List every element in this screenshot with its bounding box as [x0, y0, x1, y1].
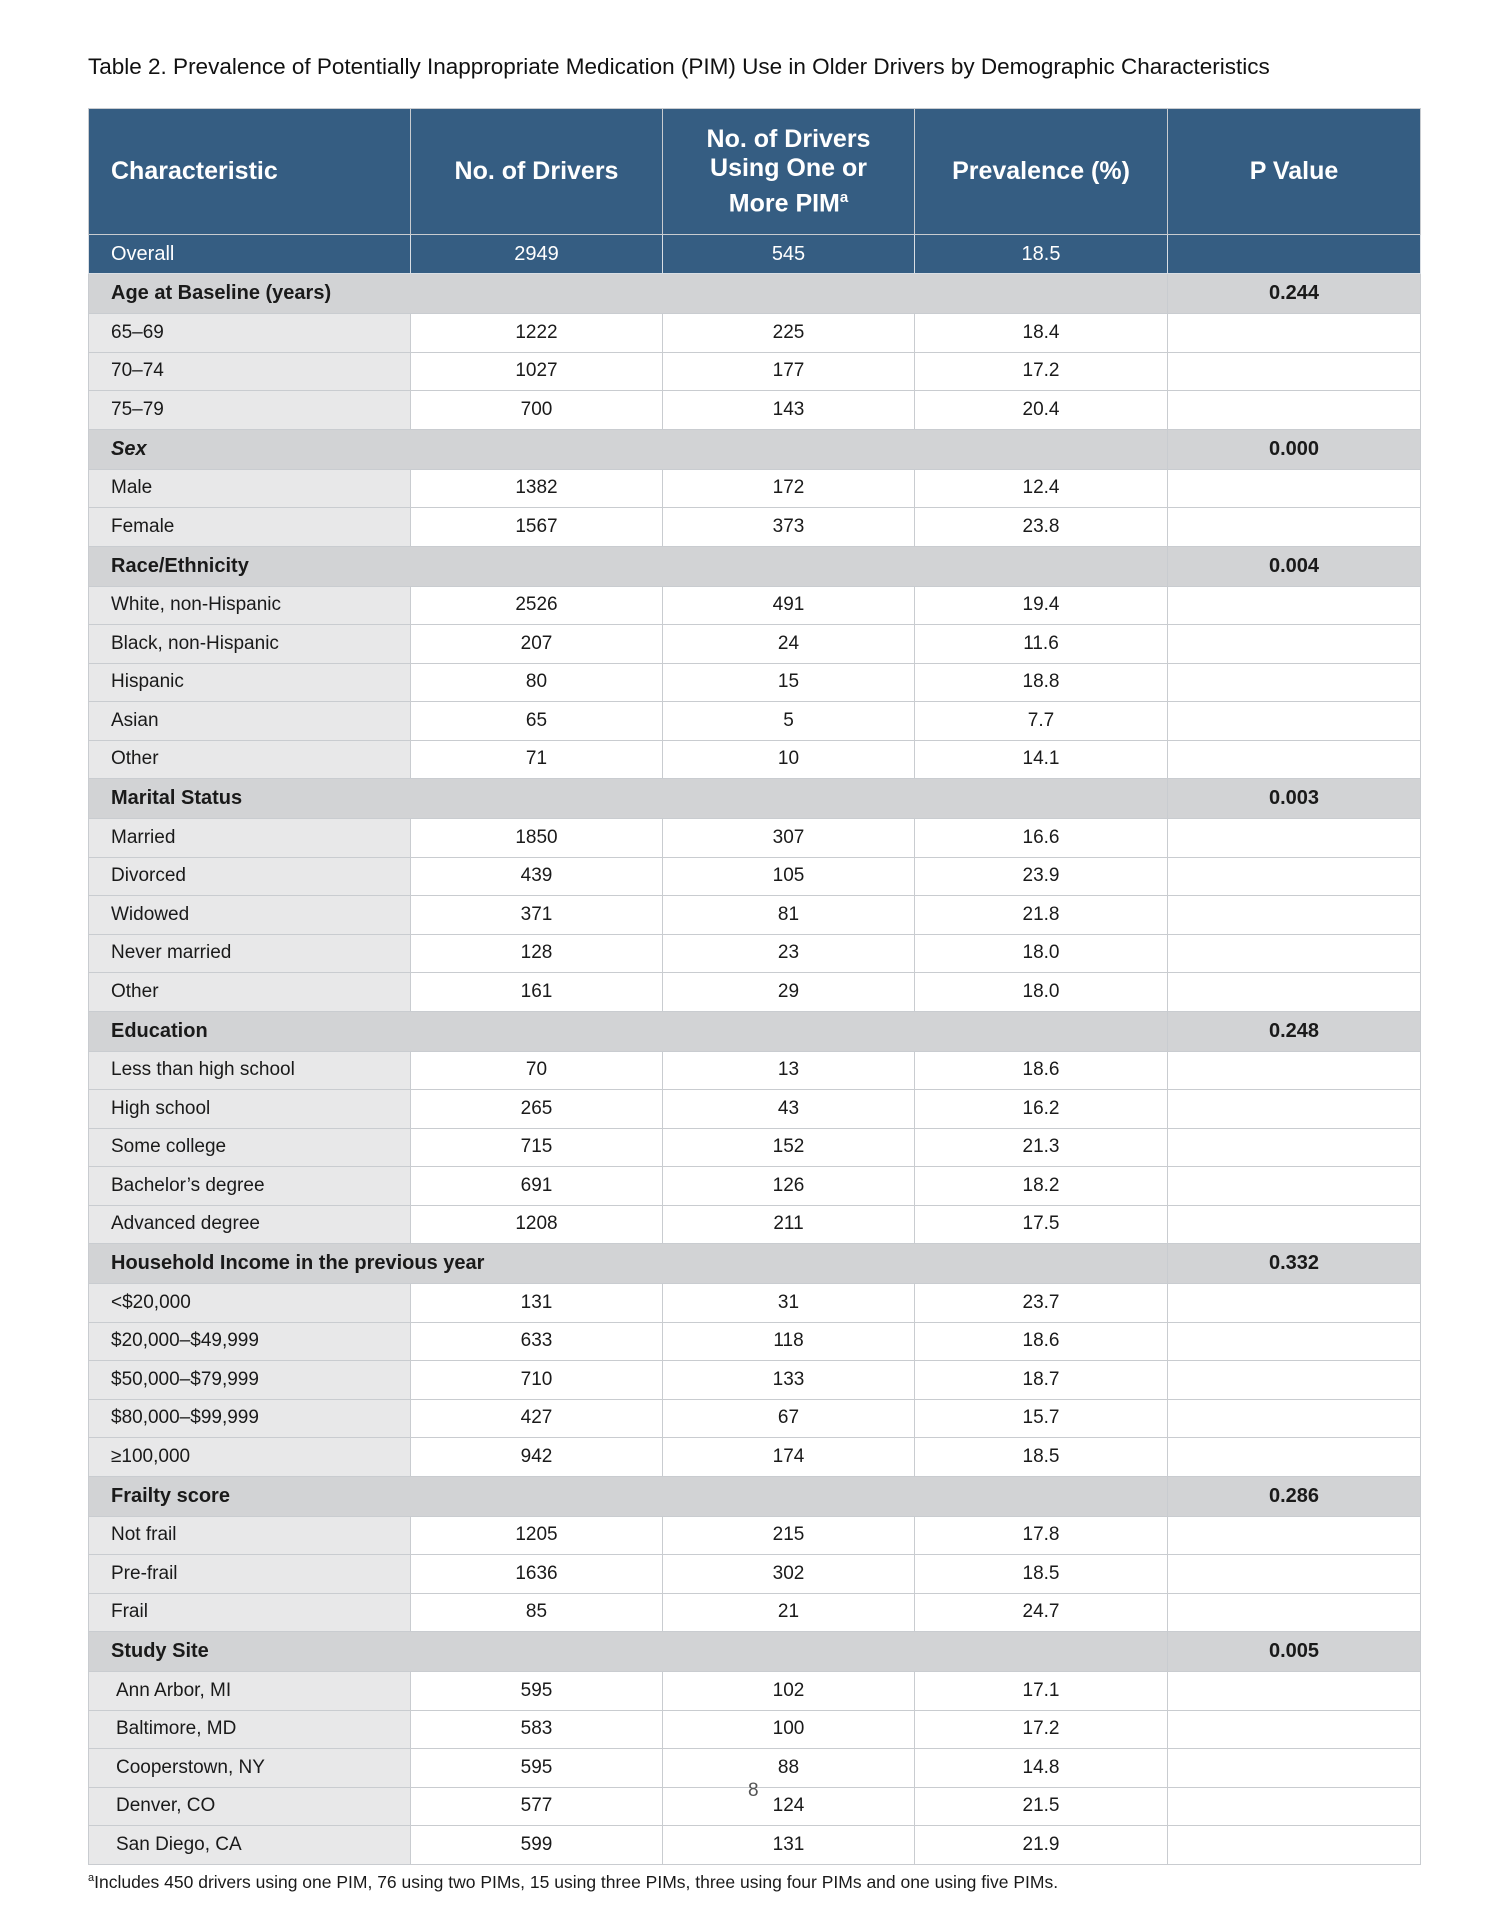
row-prevalence: 18.2	[915, 1167, 1168, 1206]
row-pvalue-empty	[1168, 1787, 1421, 1826]
row-drivers: 1850	[411, 819, 663, 858]
table-row	[89, 469, 1421, 508]
row-drivers: 371	[411, 896, 663, 935]
section-row	[89, 1632, 1421, 1672]
row-drivers: 1567	[411, 508, 663, 547]
row-drivers: 1636	[411, 1555, 663, 1594]
row-pvalue-empty	[1168, 1322, 1421, 1361]
row-pim: 118	[663, 1322, 915, 1361]
row-label: Other	[89, 740, 411, 779]
row-prevalence: 18.4	[915, 314, 1168, 353]
table-row	[89, 1399, 1421, 1438]
header-prevalence: Prevalence (%)	[915, 109, 1168, 235]
section-pvalue: 0.286	[1168, 1476, 1421, 1516]
section-title: Sex	[89, 429, 1168, 469]
row-pim: 302	[663, 1555, 915, 1594]
row-pim: 102	[663, 1672, 915, 1711]
row-prevalence: 14.8	[915, 1749, 1168, 1788]
row-prevalence: 15.7	[915, 1399, 1168, 1438]
row-label: $80,000–$99,999	[89, 1399, 411, 1438]
row-pim: 211	[663, 1205, 915, 1244]
table-row	[89, 391, 1421, 430]
row-drivers: 595	[411, 1672, 663, 1711]
row-label: $20,000–$49,999	[89, 1322, 411, 1361]
row-drivers: 710	[411, 1361, 663, 1400]
row-drivers: 715	[411, 1128, 663, 1167]
row-drivers: 128	[411, 934, 663, 973]
row-pvalue-empty	[1168, 1555, 1421, 1594]
row-prevalence: 17.1	[915, 1672, 1168, 1711]
row-pvalue-empty	[1168, 1438, 1421, 1477]
row-pim: 225	[663, 314, 915, 353]
header-drivers: No. of Drivers	[411, 109, 663, 235]
row-pvalue-empty	[1168, 1205, 1421, 1244]
table-row	[89, 1672, 1421, 1711]
row-pvalue-empty	[1168, 819, 1421, 858]
row-pim: 81	[663, 896, 915, 935]
table-row	[89, 586, 1421, 625]
section-title: Study Site	[89, 1632, 1168, 1672]
table-row	[89, 352, 1421, 391]
row-label: Some college	[89, 1128, 411, 1167]
section-row	[89, 429, 1421, 469]
row-prevalence: 14.1	[915, 740, 1168, 779]
row-prevalence: 19.4	[915, 586, 1168, 625]
row-drivers: 439	[411, 857, 663, 896]
row-pvalue-empty	[1168, 352, 1421, 391]
prevalence-table	[88, 108, 1421, 1865]
table-row	[89, 508, 1421, 547]
section-row	[89, 1244, 1421, 1284]
row-drivers: 1222	[411, 314, 663, 353]
row-drivers: 595	[411, 1749, 663, 1788]
row-label: San Diego, CA	[89, 1826, 411, 1865]
row-label: Asian	[89, 702, 411, 741]
table-row	[89, 1284, 1421, 1323]
row-pim: 29	[663, 973, 915, 1012]
section-row	[89, 1011, 1421, 1051]
row-pim: 31	[663, 1284, 915, 1323]
row-pvalue-empty	[1168, 391, 1421, 430]
row-label: Baltimore, MD	[89, 1710, 411, 1749]
row-pvalue-empty	[1168, 1399, 1421, 1438]
row-drivers: 80	[411, 663, 663, 702]
row-prevalence: 23.9	[915, 857, 1168, 896]
table-row	[89, 1322, 1421, 1361]
section-title: Marital Status	[89, 779, 1168, 819]
table-row	[89, 1128, 1421, 1167]
overall-prevalence: 18.5	[915, 235, 1168, 274]
table-row	[89, 1826, 1421, 1865]
section-pvalue: 0.244	[1168, 274, 1421, 314]
table-row	[89, 1090, 1421, 1129]
overall-pim: 545	[663, 235, 915, 274]
table-row	[89, 819, 1421, 858]
table-title: Table 2. Prevalence of Potentially Inappropriate Medication (PIM) Use in Older Drivers by Demographic Characteristics	[88, 54, 1270, 79]
row-pvalue-empty	[1168, 314, 1421, 353]
row-label: Pre-frail	[89, 1555, 411, 1594]
overall-pvalue	[1168, 235, 1421, 274]
row-drivers: 161	[411, 973, 663, 1012]
table-row	[89, 663, 1421, 702]
row-prevalence: 21.8	[915, 896, 1168, 935]
row-pim: 24	[663, 625, 915, 664]
page-number: 8	[748, 1780, 759, 1801]
row-prevalence: 12.4	[915, 469, 1168, 508]
row-drivers: 942	[411, 1438, 663, 1477]
row-prevalence: 18.5	[915, 1438, 1168, 1477]
row-pim: 307	[663, 819, 915, 858]
row-drivers: 700	[411, 391, 663, 430]
row-label: Advanced degree	[89, 1205, 411, 1244]
row-pim: 172	[663, 469, 915, 508]
table-row	[89, 1710, 1421, 1749]
row-label: Black, non-Hispanic	[89, 625, 411, 664]
overall-drivers: 2949	[411, 235, 663, 274]
row-prevalence: 24.7	[915, 1593, 1168, 1632]
row-drivers: 577	[411, 1787, 663, 1826]
row-label: 70–74	[89, 352, 411, 391]
overall-row	[89, 235, 1421, 274]
row-pvalue-empty	[1168, 469, 1421, 508]
table-row	[89, 973, 1421, 1012]
row-prevalence: 23.7	[915, 1284, 1168, 1323]
row-prevalence: 16.2	[915, 1090, 1168, 1129]
row-label: Not frail	[89, 1516, 411, 1555]
row-drivers: 583	[411, 1710, 663, 1749]
row-pvalue-empty	[1168, 1167, 1421, 1206]
row-label: Ann Arbor, MI	[89, 1672, 411, 1711]
row-label: Widowed	[89, 896, 411, 935]
row-prevalence: 17.2	[915, 352, 1168, 391]
row-label: $50,000–$79,999	[89, 1361, 411, 1400]
row-label: Hispanic	[89, 663, 411, 702]
row-pvalue-empty	[1168, 973, 1421, 1012]
row-drivers: 599	[411, 1826, 663, 1865]
row-drivers: 1382	[411, 469, 663, 508]
row-prevalence: 18.5	[915, 1555, 1168, 1594]
table-row	[89, 1167, 1421, 1206]
row-label: <$20,000	[89, 1284, 411, 1323]
row-pvalue-empty	[1168, 1128, 1421, 1167]
row-pim: 15	[663, 663, 915, 702]
row-pim: 13	[663, 1051, 915, 1090]
table-row	[89, 1555, 1421, 1594]
row-prevalence: 21.5	[915, 1787, 1168, 1826]
row-prevalence: 18.0	[915, 973, 1168, 1012]
row-drivers: 71	[411, 740, 663, 779]
table-row	[89, 1051, 1421, 1090]
row-pim: 67	[663, 1399, 915, 1438]
row-pvalue-empty	[1168, 896, 1421, 935]
row-pim: 124	[663, 1787, 915, 1826]
row-label: High school	[89, 1090, 411, 1129]
header-row	[89, 109, 1421, 235]
row-prevalence: 18.7	[915, 1361, 1168, 1400]
row-prevalence: 16.6	[915, 819, 1168, 858]
row-pvalue-empty	[1168, 934, 1421, 973]
row-pim: 100	[663, 1710, 915, 1749]
section-pvalue: 0.000	[1168, 429, 1421, 469]
row-label: Never married	[89, 934, 411, 973]
row-prevalence: 18.8	[915, 663, 1168, 702]
row-prevalence: 17.2	[915, 1710, 1168, 1749]
row-pim: 43	[663, 1090, 915, 1129]
row-pim: 373	[663, 508, 915, 547]
row-pvalue-empty	[1168, 1284, 1421, 1323]
row-label: White, non-Hispanic	[89, 586, 411, 625]
row-prevalence: 18.0	[915, 934, 1168, 973]
row-drivers: 1205	[411, 1516, 663, 1555]
section-title: Education	[89, 1011, 1168, 1051]
table-row	[89, 740, 1421, 779]
row-prevalence: 17.5	[915, 1205, 1168, 1244]
section-pvalue: 0.003	[1168, 779, 1421, 819]
header-pim-line2: Using One or	[710, 153, 867, 182]
row-pvalue-empty	[1168, 1593, 1421, 1632]
row-prevalence: 7.7	[915, 702, 1168, 741]
row-prevalence: 23.8	[915, 508, 1168, 547]
row-pvalue-empty	[1168, 663, 1421, 702]
overall-label: Overall	[89, 235, 411, 274]
row-pvalue-empty	[1168, 1516, 1421, 1555]
row-drivers: 65	[411, 702, 663, 741]
table-row	[89, 314, 1421, 353]
table-row	[89, 1516, 1421, 1555]
row-prevalence: 21.9	[915, 1826, 1168, 1865]
row-drivers: 265	[411, 1090, 663, 1129]
header-pim-footnote-marker: a	[839, 188, 849, 206]
row-pvalue-empty	[1168, 1051, 1421, 1090]
header-pim-line3: More PIM	[728, 189, 840, 218]
section-row	[89, 1476, 1421, 1516]
table-row	[89, 857, 1421, 896]
row-label: 65–69	[89, 314, 411, 353]
section-pvalue: 0.332	[1168, 1244, 1421, 1284]
section-pvalue: 0.248	[1168, 1011, 1421, 1051]
row-drivers: 207	[411, 625, 663, 664]
table-row	[89, 1438, 1421, 1477]
row-pvalue-empty	[1168, 702, 1421, 741]
row-label: 75–79	[89, 391, 411, 430]
table-row	[89, 896, 1421, 935]
section-title: Frailty score	[89, 1476, 1168, 1516]
row-pim: 23	[663, 934, 915, 973]
row-pvalue-empty	[1168, 625, 1421, 664]
table-row	[89, 1361, 1421, 1400]
header-pvalue: P Value	[1168, 109, 1421, 235]
row-pvalue-empty	[1168, 740, 1421, 779]
footnote	[88, 1872, 1058, 1893]
row-label: ≥100,000	[89, 1438, 411, 1477]
row-prevalence: 17.8	[915, 1516, 1168, 1555]
row-label: Less than high school	[89, 1051, 411, 1090]
header-characteristic: Characteristic	[89, 109, 411, 235]
row-pim: 105	[663, 857, 915, 896]
row-prevalence: 11.6	[915, 625, 1168, 664]
row-pvalue-empty	[1168, 586, 1421, 625]
row-label: Female	[89, 508, 411, 547]
row-label: Male	[89, 469, 411, 508]
row-pim: 21	[663, 1593, 915, 1632]
header-pim-line1: No. of Drivers	[706, 124, 871, 153]
row-prevalence: 20.4	[915, 391, 1168, 430]
row-pvalue-empty	[1168, 1672, 1421, 1711]
row-label: Divorced	[89, 857, 411, 896]
table-row	[89, 1593, 1421, 1632]
row-prevalence: 21.3	[915, 1128, 1168, 1167]
header-pim	[663, 109, 915, 235]
row-drivers: 427	[411, 1399, 663, 1438]
row-pvalue-empty	[1168, 508, 1421, 547]
section-row	[89, 274, 1421, 314]
section-title: Race/Ethnicity	[89, 546, 1168, 586]
section-title: Age at Baseline (years)	[89, 274, 1168, 314]
footnote-marker: a	[88, 1872, 95, 1885]
row-drivers: 1208	[411, 1205, 663, 1244]
row-label: Frail	[89, 1593, 411, 1632]
row-pim: 131	[663, 1826, 915, 1865]
row-label: Married	[89, 819, 411, 858]
row-pim: 5	[663, 702, 915, 741]
row-pim: 10	[663, 740, 915, 779]
table-row	[89, 934, 1421, 973]
section-pvalue: 0.004	[1168, 546, 1421, 586]
row-pim: 491	[663, 586, 915, 625]
table-row	[89, 702, 1421, 741]
row-pim: 126	[663, 1167, 915, 1206]
row-pim: 174	[663, 1438, 915, 1477]
row-drivers: 691	[411, 1167, 663, 1206]
row-prevalence: 18.6	[915, 1051, 1168, 1090]
section-pvalue: 0.005	[1168, 1632, 1421, 1672]
row-drivers: 2526	[411, 586, 663, 625]
row-pim: 215	[663, 1516, 915, 1555]
row-pim: 133	[663, 1361, 915, 1400]
row-pim: 88	[663, 1749, 915, 1788]
row-pvalue-empty	[1168, 1826, 1421, 1865]
row-drivers: 85	[411, 1593, 663, 1632]
section-title: Household Income in the previous year	[89, 1244, 1168, 1284]
footnote-text: Includes 450 drivers using one PIM, 76 using two PIMs, 15 using three PIMs, three using four PIMs and one using five PIMs.	[94, 1872, 1059, 1892]
row-label: Denver, CO	[89, 1787, 411, 1826]
row-label: Cooperstown, NY	[89, 1749, 411, 1788]
row-pvalue-empty	[1168, 857, 1421, 896]
row-pvalue-empty	[1168, 1710, 1421, 1749]
row-label: Bachelor’s degree	[89, 1167, 411, 1206]
row-pim: 143	[663, 391, 915, 430]
table-row	[89, 625, 1421, 664]
row-drivers: 1027	[411, 352, 663, 391]
row-prevalence: 18.6	[915, 1322, 1168, 1361]
row-pim: 177	[663, 352, 915, 391]
row-drivers: 70	[411, 1051, 663, 1090]
section-row	[89, 779, 1421, 819]
row-pim: 152	[663, 1128, 915, 1167]
table-row	[89, 1205, 1421, 1244]
row-pvalue-empty	[1168, 1361, 1421, 1400]
row-pvalue-empty	[1168, 1749, 1421, 1788]
section-row	[89, 546, 1421, 586]
row-drivers: 131	[411, 1284, 663, 1323]
row-pvalue-empty	[1168, 1090, 1421, 1129]
row-label: Other	[89, 973, 411, 1012]
row-drivers: 633	[411, 1322, 663, 1361]
